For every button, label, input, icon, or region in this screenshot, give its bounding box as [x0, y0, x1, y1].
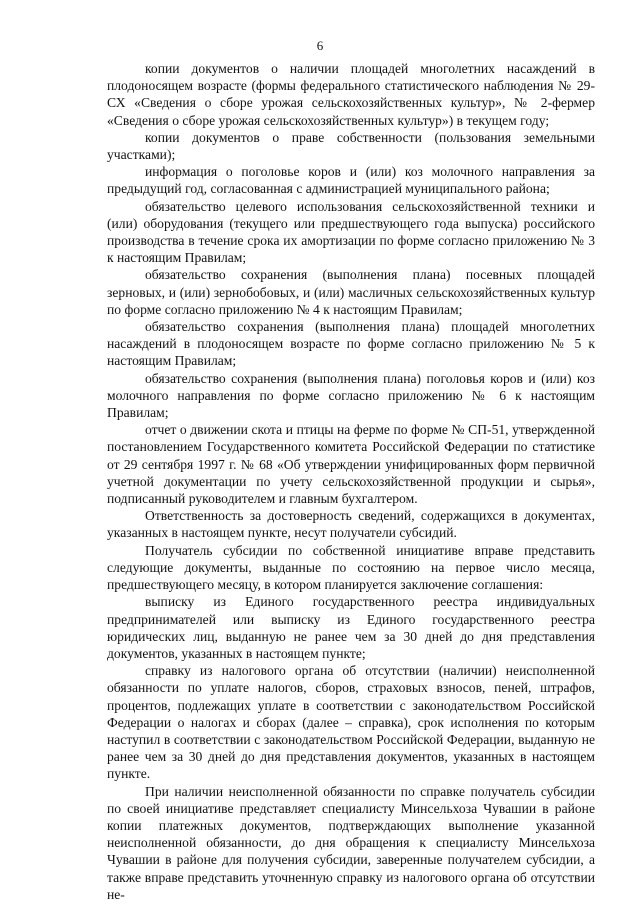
paragraph-herd-obligation: обязательство сохранения (выполнения плана) поголовья коров и (или) коз молочного направления по форме согласно приложению № 6 к настоящим Правилам; [107, 370, 595, 421]
paragraph-unfulfilled-obligation: При наличии неисполненной обязанности по справке получатель субсидии по своей инициативе представляет специалисту Минсельхоза Чувашии в районе копии платежных документов, подтверждающих выполнение указанной неисполненной обязанности, до дня обращения к специалисту Минсельхоза Чувашии в районе для получения субсидии, заверенные получателем субсидии, а также вправе представить уточненную справку из налогового органа об отсутствии не- [107, 783, 595, 902]
paragraph-registry-extract: выписку из Единого государственного реестра индивидуальных предпринимателей или выписку из Единого государственного реестра юридических лиц, выданную не ранее чем за 30 дней до дня представления документов, указанных в настоящем пункте; [107, 594, 595, 661]
paragraph-crop-area-obligation: обязательство сохранения (выполнения плана) посевных площадей зерновых, и (или) зернобобовых, и (или) масличных сельскохозяйственных культур по форме согласно приложению № 4 к настоящим Правилам; [107, 267, 595, 317]
document-body [107, 60, 595, 903]
paragraph-responsibility: Ответственность за достоверность сведений, содержащихся в документах, указанных в настоящем пункте, несут получатели субсидий. [107, 508, 595, 541]
paragraph-land-rights-docs: копии документов о праве собственности (пользования земельными участками); [107, 129, 595, 163]
paragraph-machinery-obligation: обязательство целевого использования сельскохозяйственной техники и (или) оборудования (текущего или предшествующего года выпуска) российского производства в течение срока их амортизации по форме согласно приложению № 3 к настоящим Правилам; [107, 198, 595, 266]
paragraph-tax-certificate: справку из налогового органа об отсутствии (наличии) неисполненной обязанности по уплате налогов, сборов, страховых взносов, пеней, штрафов, процентов, подлежащих уплате в соответствии с законодательством Российской Федерации о налогах и сборах (далее – справка), срок исполнения по которым наступил в соответствии с законодательством Российской Федерации, выданную не ранее чем за 30 дней до дня представления документов, указанных в настоящем пункте. [107, 663, 595, 782]
paragraph-fruit-plantings-docs: копии документов о наличии площадей многолетних насаждений в плодоносящем возрасте (формы федерального статистического наблюдения № 29-СХ «Сведения о сборе урожая сельскохозяйственных культур», № 2-фермер «Сведения о сборе урожая сельскохозяйственных культур») в текущем году; [107, 61, 595, 128]
paragraph-optional-documents: Получатель субсидии по собственной инициативе вправе представить следующие документы, выданные по состоянию на первое число месяца, предшествующего месяцу, в котором планируется заключение соглашения: [107, 542, 595, 593]
paragraph-livestock-report: отчет о движении скота и птицы на ферме по форме № СП-51, утвержденной постановлением Государственного комитета Российской Федерации по статистике от 29 сентября 1997 г. № 68 «Об утверждении унифицированных форм первичной учетной документации по учету сельскохозяйственной продукции и сырья», подписанный руководителем и главным бухгалтером. [107, 422, 595, 507]
page-number: 6 [316, 38, 324, 53]
paragraph-livestock-info: информация о поголовье коров и (или) коз молочного направления за предыдущий год, согласованная с администрацией муниципального района; [107, 164, 595, 197]
paragraph-plantings-obligation: обязательство сохранения (выполнения плана) площадей многолетних насаждений в плодоносящем возрасте по форме согласно приложению № 5 к настоящим Правилам; [107, 319, 595, 369]
